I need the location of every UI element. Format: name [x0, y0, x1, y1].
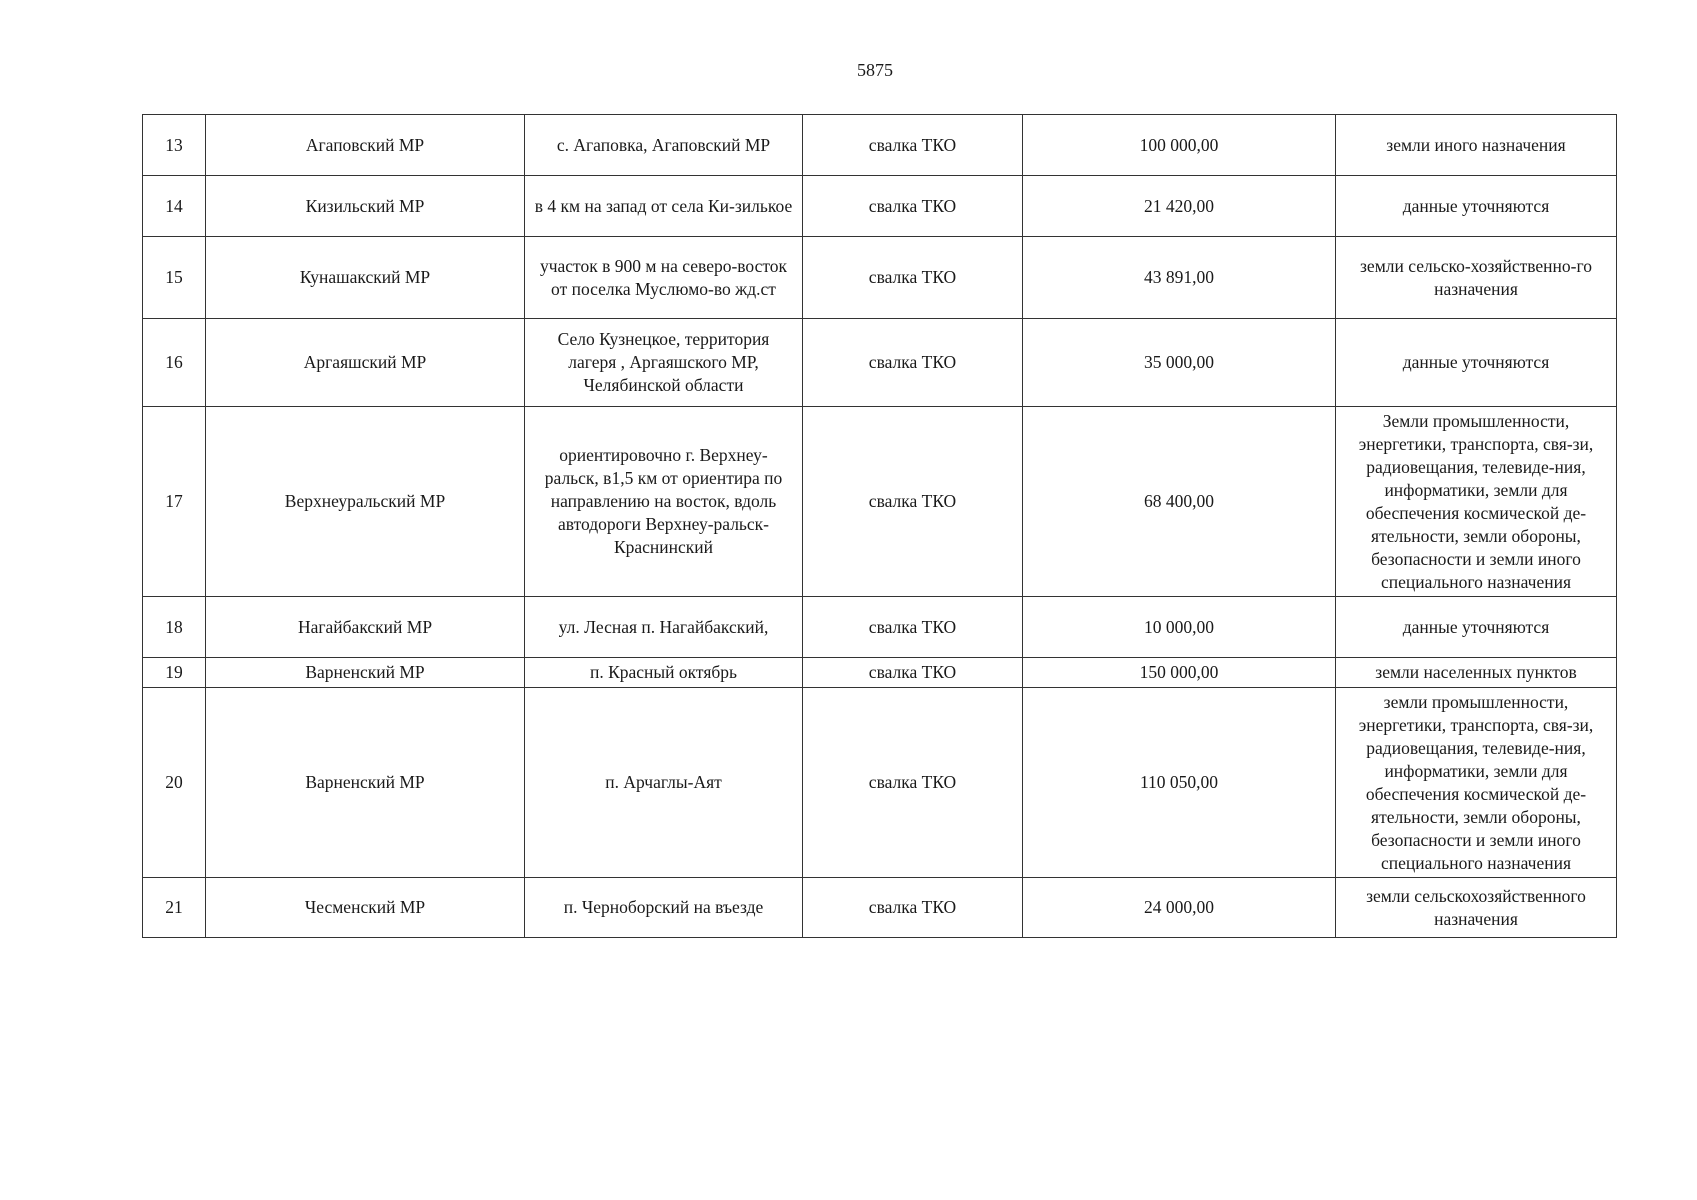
- table-row: [143, 237, 1617, 319]
- location-cell: ул. Лесная п. Нагайбакский,: [525, 597, 803, 658]
- district-cell: Верхнеуральский МР: [206, 407, 525, 597]
- land-category-cell: данные уточняются: [1336, 176, 1617, 237]
- object-type-cell: свалка ТКО: [803, 237, 1023, 319]
- district-cell: Варненский МР: [206, 688, 525, 878]
- area-cell: 24 000,00: [1023, 878, 1336, 938]
- area-cell: 110 050,00: [1023, 688, 1336, 878]
- table-row: [143, 688, 1617, 878]
- area-cell: 35 000,00: [1023, 319, 1336, 407]
- location-cell: п. Красный октябрь: [525, 658, 803, 688]
- row-number-cell: 13: [143, 115, 206, 176]
- district-cell: Чесменский МР: [206, 878, 525, 938]
- district-cell: Аргаяшский МР: [206, 319, 525, 407]
- district-cell: Кунашакский МР: [206, 237, 525, 319]
- row-number-cell: 21: [143, 878, 206, 938]
- row-number-cell: 19: [143, 658, 206, 688]
- landfill-table: [142, 114, 1617, 938]
- land-category-cell: земли населенных пунктов: [1336, 658, 1617, 688]
- row-number-cell: 18: [143, 597, 206, 658]
- object-type-cell: свалка ТКО: [803, 658, 1023, 688]
- object-type-cell: свалка ТКО: [803, 407, 1023, 597]
- row-number-cell: 14: [143, 176, 206, 237]
- land-category-cell: Земли промышленности, энергетики, транспорта, свя-зи, радиовещания, телевиде-ния, информатики, земли для обеспечения космической де-ятельности, земли обороны, безопасности и земли иного специального назначения: [1336, 407, 1617, 597]
- location-cell: п. Арчаглы-Аят: [525, 688, 803, 878]
- table-row: [143, 115, 1617, 176]
- location-cell: в 4 км на запад от села Ки-зилькое: [525, 176, 803, 237]
- table-row: [143, 176, 1617, 237]
- object-type-cell: свалка ТКО: [803, 319, 1023, 407]
- table-row: [143, 878, 1617, 938]
- location-cell: участок в 900 м на северо-восток от поселка Муслюмо-во жд.ст: [525, 237, 803, 319]
- row-number-cell: 15: [143, 237, 206, 319]
- land-category-cell: данные уточняются: [1336, 319, 1617, 407]
- table-row: [143, 597, 1617, 658]
- object-type-cell: свалка ТКО: [803, 878, 1023, 938]
- land-category-cell: земли сельскохозяйственного назначения: [1336, 878, 1617, 938]
- location-cell: п. Черноборский на въезде: [525, 878, 803, 938]
- district-cell: Нагайбакский МР: [206, 597, 525, 658]
- table-row: [143, 319, 1617, 407]
- object-type-cell: свалка ТКО: [803, 688, 1023, 878]
- land-category-cell: земли иного назначения: [1336, 115, 1617, 176]
- table-body: [143, 115, 1617, 938]
- area-cell: 43 891,00: [1023, 237, 1336, 319]
- district-cell: Кизильский МР: [206, 176, 525, 237]
- table-row: [143, 658, 1617, 688]
- land-category-cell: земли сельско-хозяйственно-го назначения: [1336, 237, 1617, 319]
- row-number-cell: 17: [143, 407, 206, 597]
- location-cell: Село Кузнецкое, территория лагеря , Аргаяшского МР, Челябинской области: [525, 319, 803, 407]
- object-type-cell: свалка ТКО: [803, 115, 1023, 176]
- page-number: 5875: [857, 60, 893, 80]
- district-cell: Агаповский МР: [206, 115, 525, 176]
- area-cell: 150 000,00: [1023, 658, 1336, 688]
- land-category-cell: данные уточняются: [1336, 597, 1617, 658]
- area-cell: 100 000,00: [1023, 115, 1336, 176]
- location-cell: ориентировочно г. Верхнеу-ральск, в1,5 км от ориентира по направлению на восток, вдоль автодороги Верхнеу-ральск-Краснинский: [525, 407, 803, 597]
- row-number-cell: 16: [143, 319, 206, 407]
- object-type-cell: свалка ТКО: [803, 176, 1023, 237]
- location-cell: с. Агаповка, Агаповский МР: [525, 115, 803, 176]
- area-cell: 21 420,00: [1023, 176, 1336, 237]
- object-type-cell: свалка ТКО: [803, 597, 1023, 658]
- area-cell: 10 000,00: [1023, 597, 1336, 658]
- land-category-cell: земли промышленности, энергетики, транспорта, свя-зи, радиовещания, телевиде-ния, информатики, земли для обеспечения космической де-ятельности, земли обороны, безопасности и земли иного специального назначения: [1336, 688, 1617, 878]
- district-cell: Варненский МР: [206, 658, 525, 688]
- table-row: [143, 407, 1617, 597]
- area-cell: 68 400,00: [1023, 407, 1336, 597]
- row-number-cell: 20: [143, 688, 206, 878]
